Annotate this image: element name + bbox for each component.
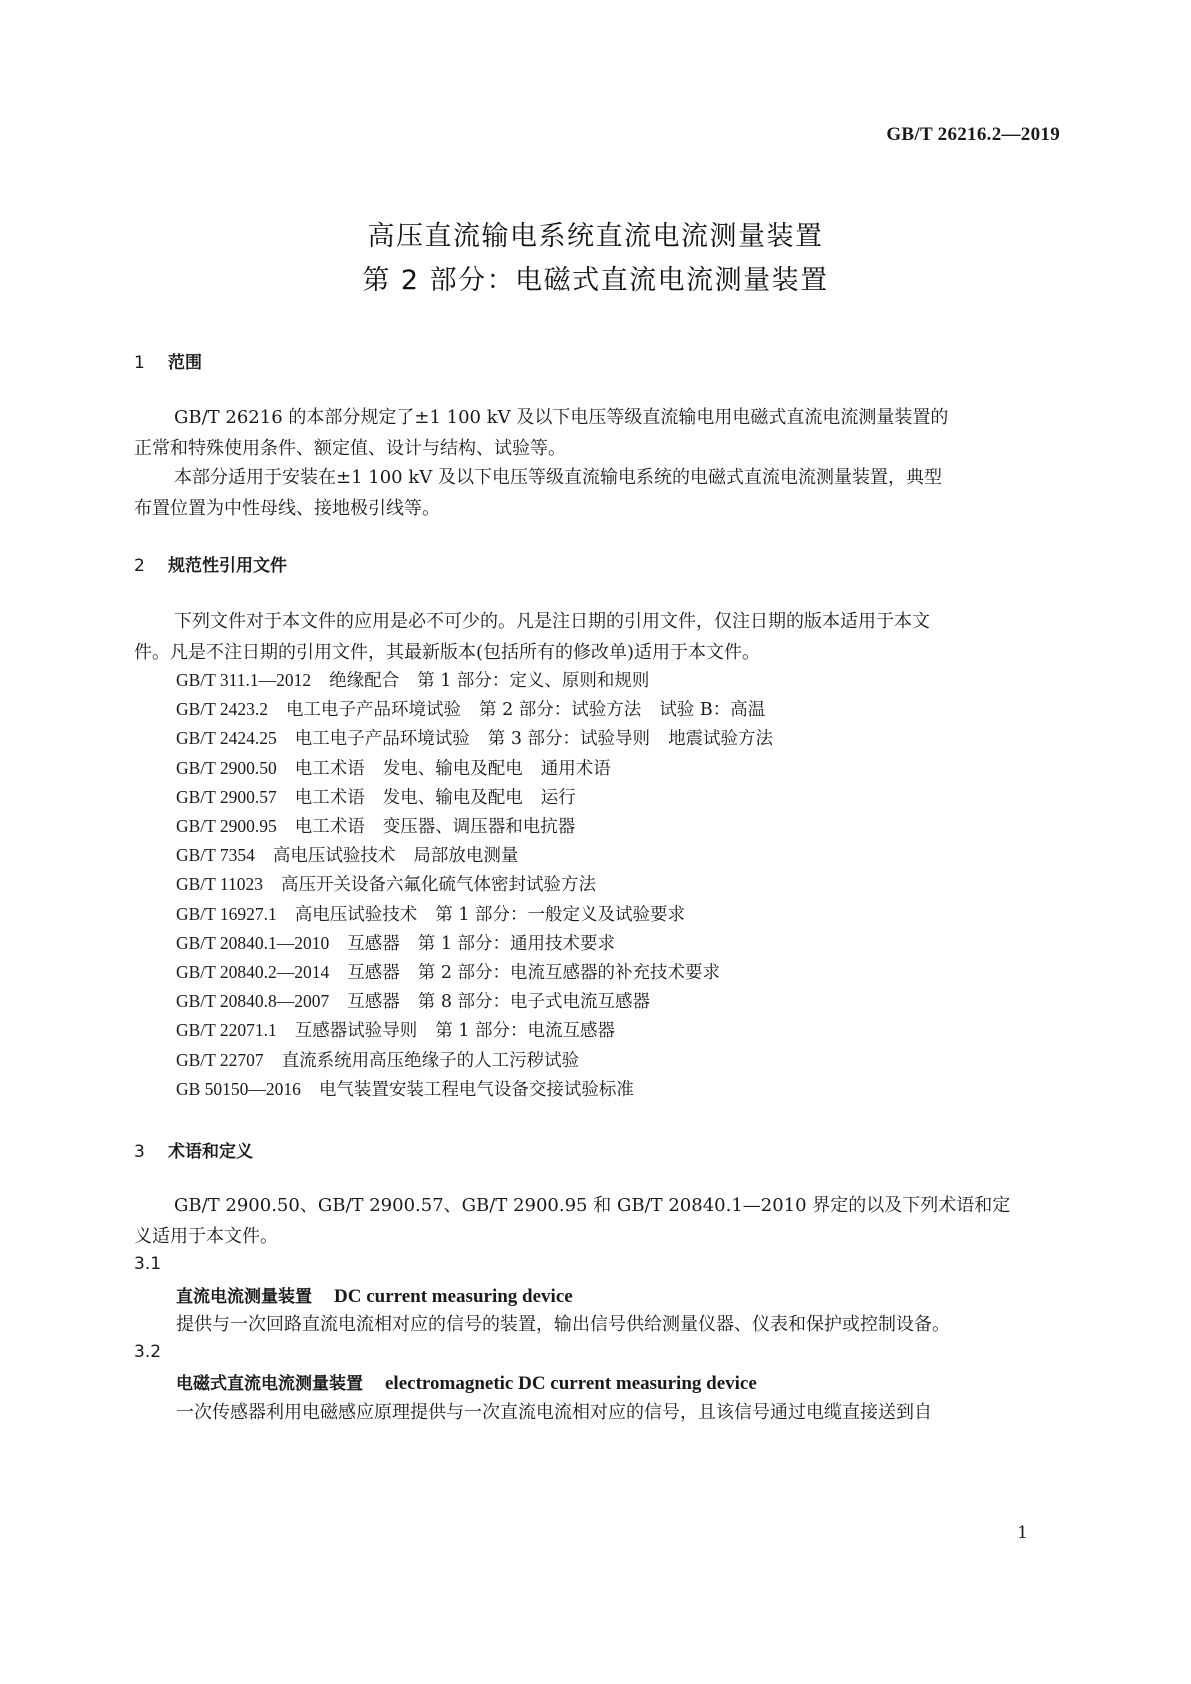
section-1-paragraph-1	[134, 402, 1058, 464]
reference-code: GB/T 2900.95	[176, 816, 277, 836]
reference-entry	[176, 1017, 615, 1042]
reference-code: GB/T 20840.1—2010	[176, 932, 330, 953]
paragraph-line: 下列文件对于本文件的应用是必不可少的。凡是注日期的引用文件，仅注日期的版本适用于本文	[174, 611, 930, 632]
reference-entry	[176, 1076, 634, 1101]
reference-entry	[176, 871, 596, 896]
term-entry	[176, 1369, 757, 1395]
reference-part: 第 2 部分：电流互感器的补充技术要求	[417, 963, 721, 983]
reference-entry	[176, 901, 685, 926]
reference-title: 电工术语	[294, 787, 365, 808]
term-chinese: 电磁式直流电流测量装置	[176, 1374, 363, 1394]
section-1-paragraph-2	[134, 462, 1058, 524]
reference-title: 电工术语	[294, 817, 365, 837]
paragraph-line: 布置位置为中性母线、接地极引线等。	[134, 498, 440, 519]
reference-title: 互感器试验导则	[294, 1021, 418, 1042]
reference-code: GB 50150—2016	[176, 1078, 301, 1099]
section-title: 术语和定义	[168, 1142, 253, 1162]
section-2-intro	[134, 606, 1058, 668]
reference-extra: 地震试验方法	[668, 729, 774, 750]
reference-code: GB/T 2423.2	[176, 699, 269, 720]
reference-title: 高压开关设备六氟化硫气体密封试验方法	[281, 875, 597, 896]
reference-part: 第 1 部分：一般定义及试验要求	[435, 904, 686, 925]
reference-part: 第 1 部分：电流互感器	[435, 1021, 616, 1042]
reference-part: 第 1 部分：通用技术要求	[417, 933, 616, 954]
reference-extra: 运行	[540, 787, 576, 808]
section-number: 2	[134, 556, 145, 576]
reference-code: GB/T 7354	[176, 845, 255, 866]
term-chinese: 直流电流测量装置	[176, 1287, 312, 1307]
reference-part: 局部放电测量	[413, 846, 519, 867]
reference-title: 高电压试验技术	[294, 904, 418, 925]
reference-entry	[176, 930, 615, 955]
reference-code: GB/T 20840.8—2007	[176, 991, 330, 1012]
reference-title: 电工电子产品环境试验	[294, 729, 470, 750]
paragraph-line: GB/T 2900.50、GB/T 2900.57、GB/T 2900.95 和 GB/T 20840.1—2010 界定的以及下列术语和定	[174, 1195, 1011, 1216]
reference-entry	[176, 755, 611, 780]
page-number: 1	[1017, 1523, 1028, 1543]
paragraph-line: 义适用于本文件。	[134, 1226, 278, 1247]
document-title-line1: 高压直流输电系统直流电流测量装置	[367, 221, 824, 252]
reference-title: 电工术语	[294, 758, 365, 779]
term-entry	[176, 1282, 573, 1308]
reference-entry	[176, 813, 575, 838]
reference-entry	[176, 959, 720, 984]
reference-title: 高电压试验技术	[272, 846, 396, 867]
reference-entry	[176, 1047, 579, 1072]
reference-entry	[176, 784, 576, 809]
term-number: 3.2	[134, 1342, 162, 1362]
reference-extra: 试验 B：高温	[659, 700, 766, 721]
term-english: DC current measuring device	[334, 1286, 573, 1307]
reference-code: GB/T 2900.50	[176, 757, 277, 778]
standard-code: GB/T 26216.2—2019	[886, 124, 1060, 145]
section-3-heading	[134, 1137, 253, 1162]
reference-code: GB/T 2424.25	[176, 728, 277, 749]
reference-code: GB/T 311.1—2012	[176, 670, 312, 690]
reference-title: 电气装置安装工程电气设备交接试验标准	[318, 1079, 634, 1100]
term-number: 3.1	[134, 1254, 162, 1274]
reference-title: 互感器	[347, 992, 400, 1013]
section-2-heading	[134, 551, 287, 576]
term-definition: 一次传感器利用电磁感应原理提供与一次直流电流相对应的信号，且该信号通过电缆直接送到自	[176, 1402, 932, 1423]
reference-title: 直流系统用高压绝缘子的人工污秽试验	[281, 1050, 580, 1071]
reference-part: 发电、输电及配电	[382, 758, 523, 779]
section-3-intro	[134, 1190, 1058, 1252]
reference-code: GB/T 11023	[176, 874, 264, 895]
reference-part: 变压器、调压器和电抗器	[382, 817, 576, 837]
reference-part: 第 2 部分：试验方法	[479, 700, 642, 721]
reference-part: 第 1 部分：定义、原则和规则	[417, 671, 650, 691]
reference-entry	[176, 988, 650, 1013]
reference-entry	[176, 696, 765, 721]
reference-code: GB/T 2900.57	[176, 786, 277, 807]
reference-code: GB/T 22707	[176, 1049, 264, 1070]
paragraph-line: 正常和特殊使用条件、额定值、设计与结构、试验等。	[134, 438, 566, 459]
reference-part: 发电、输电及配电	[382, 787, 523, 808]
paragraph-line: GB/T 26216 的本部分规定了±1 100 kV 及以下电压等级直流输电用电磁式直流电流测量装置的	[174, 407, 949, 428]
reference-code: GB/T 22071.1	[176, 1020, 277, 1041]
reference-code: GB/T 20840.2—2014	[176, 962, 330, 982]
reference-entry	[176, 667, 649, 692]
term-english: electromagnetic DC current measuring device	[385, 1373, 757, 1394]
reference-part: 第 3 部分：试验导则	[487, 729, 651, 750]
reference-extra: 通用术语	[540, 758, 611, 779]
document-title-line2: 第 2 部分：电磁式直流电流测量装置	[362, 265, 829, 296]
section-number: 1	[134, 353, 145, 373]
reference-title: 互感器	[347, 933, 400, 954]
term-definition: 提供与一次回路直流电流相对应的信号的装置，输出信号供给测量仪器、仪表和保护或控制设备。	[176, 1314, 950, 1335]
reference-title: 电工电子产品环境试验	[286, 700, 462, 721]
reference-entry	[176, 842, 518, 867]
reference-part: 第 8 部分：电子式电流互感器	[417, 992, 651, 1013]
reference-entry	[176, 725, 773, 750]
reference-title: 绝缘配合	[329, 671, 400, 691]
section-title: 范围	[168, 353, 202, 373]
section-number: 3	[134, 1142, 145, 1162]
paragraph-line: 本部分适用于安装在±1 100 kV 及以下电压等级直流输电系统的电磁式直流电流测量装置，典型	[174, 467, 942, 488]
paragraph-line: 件。凡是不注日期的引用文件，其最新版本(包括所有的修改单)适用于本文件。	[134, 642, 761, 663]
reference-code: GB/T 16927.1	[176, 903, 277, 924]
section-1-heading	[134, 348, 202, 373]
reference-title: 互感器	[347, 963, 400, 983]
section-title: 规范性引用文件	[168, 556, 287, 576]
